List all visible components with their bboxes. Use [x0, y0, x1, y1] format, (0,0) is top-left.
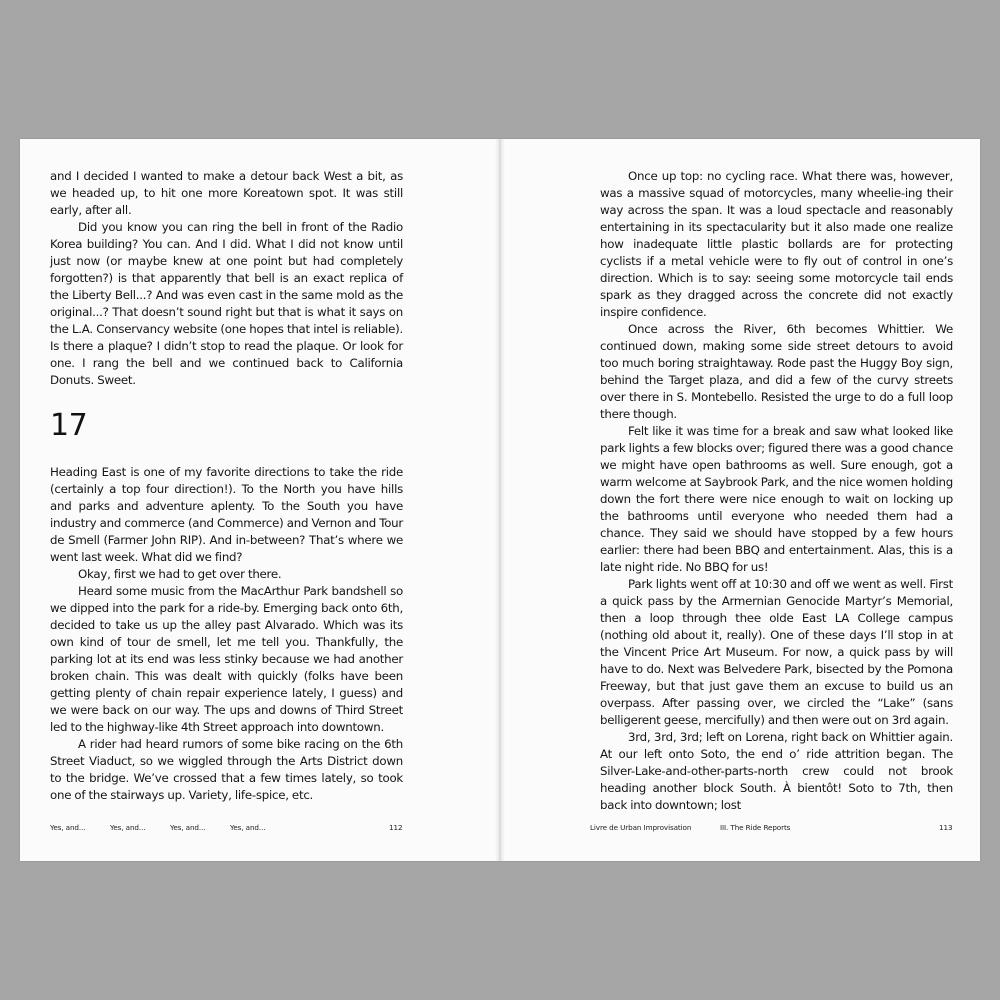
paragraph: and I decided I wanted to make a detour back West a bit, as we headed up, to hit one more Koreatown spot. It was still early, after all.: [50, 169, 403, 217]
running-head: Yes, and...: [50, 823, 86, 832]
book-title: Livre de Urban Improvisation: [590, 823, 692, 832]
running-head: Yes, and...: [170, 823, 206, 832]
paragraph: Heard some music from the MacArthur Park bandshell so we dipped into the park for a ride-by. Emerging back onto 6th, decided to take us up the alley past Alvarado. Which was its own kind of tour de smell, let me tell you. Thankfully, the parking lot at its end was less stinky because we had another broken chain. This was dealt with quickly (folks have been getting plenty of chain repair experience lately, I guess) and we were back on our way. The ups and downs of Third Street led to the highway-like 4th Street approach into downtown.: [50, 584, 403, 734]
paragraph: Did you know you can ring the bell in front of the Radio Korea building? You can. And I did. What I did not know until just now (or maybe knew at one point but had completely forgotten?) is that apparently that bell is an exact replica of the Liberty Bell...? And was even cast in the same mold as the original...? That doesn’t sound right but that is what it says on the L.A. Conservancy website (one hopes that intel is reliable). Is there a plaque? I didn’t stop to read the plaque. Or look for one. I rang the bell and we continued back to California Donuts. Sweet.: [50, 220, 403, 387]
paragraph: Park lights went off at 10:30 and off we went as well. First a quick pass by the Armernian Genocide Martyr’s Memorial, then a loop through thee olde East LA College campus (nothing old about it, really). One of these days I’ll stop in at the Vincent Price Art Museum. For now, a quick pass by will have to do. Next was Belvedere Park, bisected by the Pomona Freeway, but that just gave them an excuse to build us an overpass. After passing over, we circled the “Lake” (sans belligerent geese, mercifully) and then were out on 3rd again.: [600, 577, 953, 727]
running-head: Yes, and...: [230, 823, 266, 832]
right-page-text: [600, 168, 953, 814]
paragraph: Okay, first we had to get over there.: [78, 567, 282, 581]
paragraph: A rider had heard rumors of some bike racing on the 6th Street Viaduct, so we wiggled through the Arts District down to the bridge. We’ve crossed that a few times lately, so took one of the stairways up. Variety, life-spice, etc.: [50, 737, 403, 802]
paragraph: Once up top: no cycling race. What there was, however, was a massive squad of motorcycles, many wheelie-ing their way across the span. It was a loud spectacle and reasonably entertaining in its spectacularity but it also made one realize how inadequate little plastic bollards are for protecting cyclists if a metal vehicle were to fly out of control in one’s direction. Which is to say: seeing some motorcycle tail ends spark as they dragged across the concrete did not exactly inspire confidence.: [600, 169, 953, 319]
paragraph: Heading East is one of my favorite directions to take the ride (certainly a top four direction!). To the North you have hills and parks and adventure aplenty. To the South you have industry and commerce (and Commerce) and Vernon and Tour de Smell (Farmer John RIP). And in-between? That’s where we went last week. What did we find?: [50, 465, 403, 564]
left-page-text: [50, 168, 403, 804]
left-page: [20, 139, 500, 861]
paragraph: 3rd, 3rd, 3rd; left on Lorena, right back on Whittier again. At our left onto Soto, the end o’ ride attrition began. The Silver-Lake-and-other-parts-north crew could not brook heading another block South. À bientôt! Soto to 7th, then back into downtown; lost: [600, 730, 953, 812]
page-number: 113: [939, 823, 953, 832]
chapter-number: 17: [50, 408, 88, 443]
right-page: [500, 139, 980, 861]
paragraph: Once across the River, 6th becomes Whittier. We continued down, making some side street detours to avoid too much boring straightaway. Rode past the Huggy Boy sign, behind the Target plaza, and did a few of the curvy streets over there in S. Montebello. Resisted the urge to do a full loop there though.: [600, 322, 953, 421]
running-head: Yes, and...: [110, 823, 146, 832]
page-number: 112: [389, 823, 403, 832]
section-title: III. The Ride Reports: [720, 823, 791, 832]
book-spread: [20, 139, 980, 861]
paragraph: Felt like it was time for a break and saw what looked like park lights a few blocks over; figured there was a good chance we might have open bathrooms as well. Sure enough, got a warm welcome at Saybrook Park, and the nice women holding down the fort there were nice enough to wait on locking up the bathrooms until everyone who needed them had a chance. They said we should have stopped by a few hours earlier: there had been BBQ and entertainment. Alas, this is a late night ride. No BBQ for us!: [600, 424, 953, 574]
